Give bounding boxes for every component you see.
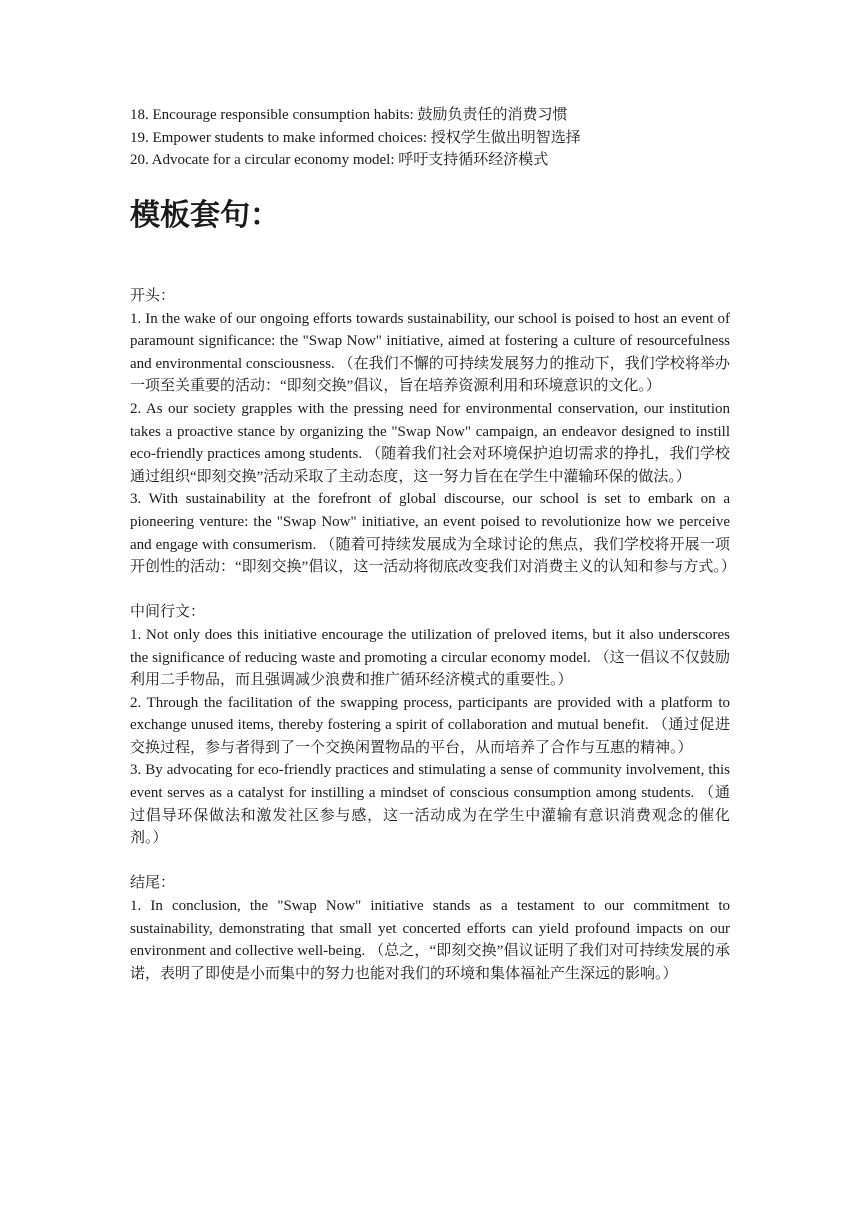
list-item: 19. Empower students to make informed choices: 授权学生做出明智选择 [130, 129, 581, 146]
spacer [130, 579, 730, 602]
phrase-list [130, 104, 730, 172]
template-sentences [130, 285, 736, 985]
middle-item: 3. By advocating for eco-friendly practices and stimulating a sense of community involvement, this event serves as a catalyst for instilling a mindset of conscious consumption among students. （通过倡导环保做法和激发社区参与感，这一活动成为在学生中灌输有意识消费观念的催化剂。） [130, 762, 730, 847]
opening-item: 2. As our society grapples with the pressing need for environmental conservation, our institution takes a proactive stance by organizing the "Swap Now" campaign, an endeavor designed to instill eco-friendly practices among students. （随着我们社会对环境保护迫切需求的挣扎，我们学校通过组织“即刻交换”活动采取了主动态度，这一努力旨在在学生中灌输环保的做法。） [130, 400, 730, 485]
ending-label: 结尾： [130, 875, 176, 892]
ending-section [130, 872, 730, 985]
middle-section [130, 601, 730, 850]
list-item: 18. Encourage responsible consumption habits: 鼓励负责任的消费习惯 [130, 107, 568, 123]
opening-label: 开头： [130, 288, 176, 304]
middle-item: 1. Not only does this initiative encourage the utilization of preloved items, but it also underscores the significance of reducing waste and promoting a circular economy model. （这一倡议不仅鼓励利用二手物品，而且强调减少浪费和推广循环经济模式的重要性。） [130, 626, 730, 689]
opening-item: 1. In the wake of our ongoing efforts towards sustainability, our school is poised to host an event of paramount significance: the "Swap Now" initiative, aimed at fostering a culture of resourcefulness and environmental consciousness. （在我们不懈的可持续发展努力的推动下，我们学校将举办一项至关重要的活动：“即刻交换”倡议，旨在培养资源利用和环境意识的文化。） [130, 310, 730, 395]
ending-item: 1. In conclusion, the "Swap Now" initiative stands as a testament to our commitment to sustainability, demonstrating that small yet concerted efforts can yield profound impacts on our environment and collective well-being. （总之，“即刻交换”倡议证明了我们对可持续发展的承诺，表明了即使是小而集中的努力也能对我们的环境和集体福祉产生深远的影响。） [130, 898, 730, 982]
opening-section [130, 285, 736, 579]
spacer [130, 850, 730, 873]
middle-label: 中间行文： [130, 604, 206, 621]
section-heading: 模板套句： [130, 198, 280, 233]
opening-item: 3. With sustainability at the forefront of global discourse, our school is set to embark on a pioneering venture: the "Swap Now" initiative, an event poised to revolutionize how we perceive and engage with consumerism. （随着可持续发展成为全球讨论的焦点，我们学校将开展一项开创性的活动：“即刻交换”倡议，这一活动将彻底改变我们对消费主义的认知和参与方式。） [130, 491, 736, 576]
list-item: 20. Advocate for a circular economy model: 呼吁支持循环经济模式 [130, 152, 549, 169]
middle-item: 2. Through the facilitation of the swapping process, participants are provided with a platform to exchange unused items, thereby fostering a spirit of collaboration and mutual benefit. （通过促进交换过程，参与者得到了一个交换闲置物品的平台，从而培养了合作与互惠的精神。） [130, 694, 730, 756]
